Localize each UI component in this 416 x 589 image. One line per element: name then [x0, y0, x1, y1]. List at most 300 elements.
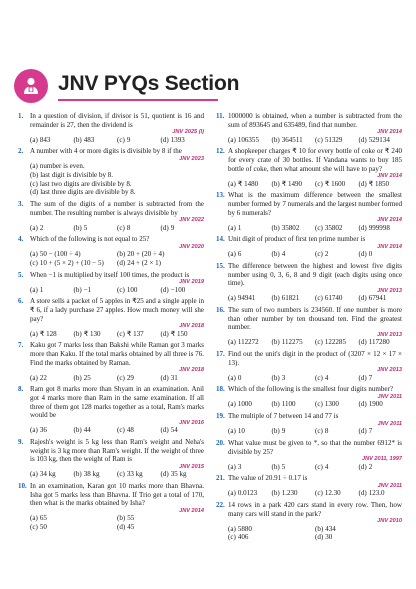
- option-letter: (c): [117, 470, 125, 479]
- option-item[interactable]: [228, 463, 272, 472]
- option-item[interactable]: [359, 250, 403, 259]
- option-text: ₹ 1480: [237, 179, 259, 188]
- option-item[interactable]: [272, 400, 316, 409]
- question-line: [216, 306, 402, 332]
- question-line: [216, 385, 402, 394]
- exam-year-tag: JNV 2011: [377, 394, 402, 400]
- option-item[interactable]: [359, 338, 403, 347]
- option-text: 843: [39, 135, 51, 144]
- option-item[interactable]: [161, 426, 205, 435]
- option-item[interactable]: [272, 180, 316, 189]
- option-letter: (a): [30, 135, 38, 144]
- option-item[interactable]: [117, 286, 161, 295]
- option-text: 3: [281, 373, 286, 382]
- question-line: [18, 341, 204, 367]
- option-letter: (a): [228, 294, 236, 303]
- option-item[interactable]: [315, 463, 359, 472]
- option-text: last digit is divisible by 8.: [40, 170, 114, 179]
- option-letter: (b): [271, 373, 280, 382]
- option-item[interactable]: [30, 286, 74, 295]
- option-item[interactable]: [315, 180, 359, 189]
- student-icon: [14, 69, 48, 103]
- option-text: 30: [325, 533, 333, 542]
- question-number: 11.: [216, 112, 225, 120]
- question-line: [18, 235, 204, 244]
- option-letter: (b): [73, 470, 82, 479]
- options-list: [228, 463, 402, 472]
- option-text: 44: [83, 426, 91, 435]
- question-text: Which of the following is the smallest four digits number?: [228, 385, 393, 394]
- option-letter: (a): [30, 373, 38, 382]
- option-item[interactable]: [30, 136, 74, 145]
- option-item[interactable]: [117, 259, 204, 268]
- option-item[interactable]: [228, 427, 272, 436]
- question-line: [18, 147, 204, 156]
- option-letter: (c): [117, 426, 125, 435]
- option-letter: (a): [30, 223, 38, 232]
- option-text: 0: [368, 250, 373, 259]
- option-item[interactable]: [315, 294, 359, 303]
- option-text: 50 − (100 ÷ 4): [39, 250, 81, 259]
- option-item[interactable]: [272, 136, 316, 145]
- question-line: [216, 147, 402, 173]
- question-item: [18, 438, 204, 479]
- option-item[interactable]: [359, 374, 403, 383]
- option-text: ₹ 130: [83, 329, 101, 338]
- option-item[interactable]: [272, 489, 316, 498]
- option-text: 1393: [170, 135, 185, 144]
- option-letter: (b): [315, 524, 324, 533]
- option-letter: (c): [117, 373, 125, 382]
- question-number: 13.: [216, 191, 225, 200]
- option-item[interactable]: [74, 470, 118, 479]
- exam-year-tag: JNV 2020: [179, 243, 204, 250]
- option-item[interactable]: [30, 162, 204, 171]
- option-text: 50: [39, 522, 47, 531]
- question-item: [216, 412, 402, 436]
- question-number: 14.: [216, 235, 225, 244]
- option-text: ₹ 128: [39, 329, 57, 338]
- question-text: In a question of division, if divisor is 51, quotient is 16 and remainder is 27, then the dividend is: [30, 112, 204, 129]
- question-line: [18, 438, 204, 464]
- option-text: ₹ 1850: [368, 179, 390, 188]
- option-text: 24 + (2 × 1): [127, 258, 162, 267]
- option-letter: (b): [271, 179, 280, 188]
- option-item[interactable]: [30, 514, 117, 523]
- option-text: 5880: [237, 524, 252, 533]
- option-text: 1300: [324, 400, 339, 409]
- option-item[interactable]: [30, 259, 117, 268]
- options-list: [30, 224, 204, 233]
- option-text: 112272: [237, 338, 259, 347]
- option-item[interactable]: [228, 136, 272, 145]
- question-item: [216, 191, 402, 232]
- option-letter: (a): [30, 329, 38, 338]
- question-item: [216, 385, 402, 409]
- option-letter: (c): [117, 223, 125, 232]
- option-text: ₹ 1600: [324, 179, 346, 188]
- option-text: last two digits are divisible by 8.: [39, 179, 132, 188]
- option-text: 2: [368, 462, 373, 471]
- option-text: 34 kg: [39, 470, 56, 479]
- question-number: 20.: [216, 438, 225, 447]
- option-text: ₹ 1490: [281, 179, 303, 188]
- option-text: 6: [237, 250, 242, 259]
- option-item[interactable]: [161, 330, 205, 339]
- option-item[interactable]: [359, 400, 403, 409]
- option-letter: (d): [358, 489, 367, 498]
- option-item[interactable]: [359, 136, 403, 145]
- option-letter: (c): [228, 533, 236, 542]
- option-text: 29: [126, 373, 134, 382]
- option-text: 483: [83, 135, 95, 144]
- option-text: 999998: [368, 223, 390, 232]
- option-item[interactable]: [272, 463, 316, 472]
- question-text: 14 rows in a park 420 cars stand in every row. Then, how many cars will stand in the park?: [228, 501, 402, 518]
- option-text: 9: [126, 135, 131, 144]
- question-text: The sum of two numbers is 234560. If one number is more than other number by ten thousand ten. Find the greatest number.: [228, 306, 402, 332]
- option-letter: (d): [160, 285, 169, 294]
- option-text: 55: [127, 514, 135, 523]
- option-item[interactable]: [117, 136, 161, 145]
- options-list: [228, 136, 402, 145]
- option-text: 0: [237, 373, 242, 382]
- option-text: 2: [39, 223, 44, 232]
- option-letter: (a): [228, 462, 236, 471]
- exam-year-tag: JNV 2013: [377, 367, 402, 374]
- option-text: 54: [170, 426, 178, 435]
- option-item[interactable]: [272, 374, 316, 383]
- option-item[interactable]: [30, 188, 204, 197]
- question-item: [216, 501, 402, 542]
- option-letter: (a): [30, 250, 38, 259]
- question-text: Unit digit of product of first ten prime number is: [228, 235, 366, 244]
- question-text: A shopkeeper charges ₹ 10 for every bottle of coke or ₹ 240 for every crate of 30 bottles. If Vandana wants to buy 185 bottle of coke, then what amount she will have to pay?: [228, 147, 402, 173]
- option-letter: (a): [228, 524, 236, 533]
- exam-year-tag: JNV 2011: [377, 420, 402, 427]
- question-item: [216, 306, 402, 347]
- option-text: 94941: [237, 294, 256, 303]
- title-underline: [58, 99, 218, 101]
- option-letter: (a): [228, 135, 236, 144]
- option-text: 38 kg: [83, 470, 100, 479]
- option-item[interactable]: [315, 427, 359, 436]
- option-letter: (b): [271, 294, 280, 303]
- question-item: [18, 235, 204, 267]
- option-item[interactable]: [161, 374, 205, 383]
- option-letter: (c): [315, 338, 323, 347]
- question-text: 1000000 is obtained, when a number is subtracted from the sum of 893645 and 635489, find that number.: [228, 112, 402, 129]
- question-item: [216, 350, 402, 382]
- option-text: 123.0: [368, 489, 385, 498]
- question-item: [18, 147, 204, 196]
- option-item[interactable]: [272, 294, 316, 303]
- option-item[interactable]: [30, 426, 74, 435]
- option-letter: (d): [358, 400, 367, 409]
- options-list: [30, 136, 204, 145]
- question-line: [18, 297, 204, 323]
- option-letter: (b): [73, 135, 82, 144]
- option-text: ₹ 137: [126, 329, 144, 338]
- question-item: [216, 439, 402, 471]
- options-list: [30, 162, 204, 196]
- question-number: 15.: [216, 262, 225, 271]
- option-item[interactable]: [161, 224, 205, 233]
- option-letter: (b): [271, 462, 280, 471]
- question-number: 2.: [18, 147, 24, 156]
- option-item[interactable]: [161, 286, 205, 295]
- question-text: The multiple of 7 between 14 and 77 is: [228, 412, 339, 421]
- question-line: [18, 482, 204, 508]
- question-number: 3.: [18, 199, 24, 208]
- option-item[interactable]: [161, 136, 205, 145]
- question-number: 17.: [216, 350, 225, 359]
- question-number: 18.: [216, 385, 225, 394]
- option-text: 4: [324, 373, 329, 382]
- option-text: 67941: [368, 294, 387, 303]
- question-item: [216, 112, 402, 144]
- option-text: 1: [39, 285, 44, 294]
- option-letter: (d): [160, 135, 169, 144]
- option-item[interactable]: [315, 525, 402, 534]
- option-item[interactable]: [30, 250, 117, 259]
- option-letter: (b): [73, 285, 82, 294]
- option-item[interactable]: [30, 180, 204, 189]
- option-item[interactable]: [228, 250, 272, 259]
- option-text: 61821: [281, 294, 300, 303]
- option-letter: (b): [117, 514, 126, 523]
- question-item: [18, 482, 204, 531]
- option-item[interactable]: [359, 180, 403, 189]
- option-text: 8: [126, 223, 131, 232]
- section-title: JNV PYQs Section: [58, 72, 240, 95]
- option-item[interactable]: [228, 224, 272, 233]
- question-line: [216, 350, 402, 367]
- exam-year-tag: JNV 2016: [179, 419, 204, 426]
- question-item: [18, 341, 204, 382]
- exam-year-tag: JNV 2023: [179, 155, 204, 162]
- options-list: [228, 400, 402, 409]
- option-letter: (d): [358, 250, 367, 259]
- question-number: 9.: [18, 437, 24, 446]
- option-item[interactable]: [117, 250, 204, 259]
- option-letter: (a): [228, 373, 236, 382]
- question-number: 21.: [216, 474, 225, 483]
- option-item[interactable]: [30, 470, 74, 479]
- exam-year-tag: JNV 2014: [377, 243, 402, 250]
- question-number: 1.: [18, 112, 24, 120]
- option-item[interactable]: [228, 400, 272, 409]
- option-item[interactable]: [30, 171, 204, 180]
- options-list: [228, 180, 402, 189]
- option-letter: (b): [73, 329, 82, 338]
- option-letter: (b): [73, 426, 82, 435]
- exam-year-tag: JNV 2011, 1997: [361, 456, 402, 463]
- option-item[interactable]: [315, 338, 359, 347]
- question-number: 10.: [18, 481, 27, 490]
- option-letter: (d): [358, 135, 367, 144]
- option-text: number is even.: [39, 162, 85, 171]
- option-item[interactable]: [315, 224, 359, 233]
- option-letter: (b): [73, 373, 82, 382]
- exam-year-tag: JNV 2015: [179, 463, 204, 470]
- option-text: 1900: [368, 400, 383, 409]
- option-item[interactable]: [272, 338, 316, 347]
- option-text: 12.30: [324, 489, 341, 498]
- option-item[interactable]: [228, 533, 315, 542]
- option-text: 51329: [324, 135, 343, 144]
- option-item[interactable]: [117, 514, 204, 523]
- option-item[interactable]: [315, 136, 359, 145]
- option-item[interactable]: [117, 470, 161, 479]
- option-item[interactable]: [359, 427, 403, 436]
- option-text: 35802: [281, 223, 300, 232]
- exam-year-tag: JNV 2013: [377, 287, 402, 294]
- option-item[interactable]: [74, 136, 118, 145]
- option-text: 1: [237, 223, 242, 232]
- option-item[interactable]: [359, 489, 403, 498]
- option-text: 112275: [281, 338, 303, 347]
- option-item[interactable]: [315, 489, 359, 498]
- question-line: [18, 200, 204, 217]
- option-item[interactable]: [117, 224, 161, 233]
- option-item[interactable]: [272, 250, 316, 259]
- option-text: 20 + (20 ÷ 4): [127, 250, 165, 259]
- option-letter: (a): [228, 223, 236, 232]
- option-item[interactable]: [30, 224, 74, 233]
- option-letter: (d): [358, 294, 367, 303]
- option-item[interactable]: [117, 330, 161, 339]
- question-text: The sum of the digits of a number is subtracted from the number. The resulting number is always divisible by: [30, 199, 204, 217]
- option-letter: (d): [30, 188, 39, 197]
- option-text: 4: [281, 250, 286, 259]
- exam-year-tag: JNV 2019: [179, 279, 204, 286]
- option-letter: (c): [315, 135, 323, 144]
- option-letter: (c): [30, 522, 38, 531]
- options-list: [30, 426, 204, 435]
- options-list: [30, 470, 204, 479]
- option-item[interactable]: [272, 427, 316, 436]
- option-item[interactable]: [30, 374, 74, 383]
- left-question-column: [18, 112, 204, 535]
- option-item[interactable]: [315, 533, 402, 542]
- option-text: 22: [39, 373, 47, 382]
- option-letter: (a): [228, 179, 236, 188]
- question-number: 22.: [216, 501, 225, 510]
- option-item[interactable]: [30, 330, 74, 339]
- question-line: [216, 191, 402, 217]
- option-item[interactable]: [228, 338, 272, 347]
- option-item[interactable]: [74, 224, 118, 233]
- exam-year-tag: JNV 2011: [377, 482, 402, 489]
- options-list: [228, 294, 402, 303]
- option-text: 36: [39, 426, 47, 435]
- question-item: [18, 112, 204, 144]
- question-item: [216, 147, 402, 188]
- question-line: [216, 501, 402, 518]
- question-text: A number with 4 or more digits is divisible by 8 if the: [30, 147, 182, 156]
- option-item[interactable]: [359, 463, 403, 472]
- option-item[interactable]: [272, 224, 316, 233]
- question-item: [216, 235, 402, 259]
- option-item[interactable]: [74, 374, 118, 383]
- question-line: [216, 439, 402, 456]
- option-item[interactable]: [315, 250, 359, 259]
- option-item[interactable]: [228, 294, 272, 303]
- question-item: [18, 200, 204, 232]
- exam-year-tag: JNV 2013: [377, 331, 402, 338]
- option-letter: (d): [358, 373, 367, 382]
- option-item[interactable]: [74, 426, 118, 435]
- question-text: Find out the unit's digit in the product of (3207 × 12 × 17 × 13).: [228, 350, 402, 367]
- option-letter: (a): [228, 427, 236, 436]
- options-list: [30, 250, 204, 267]
- option-text: ₹ 150: [170, 329, 188, 338]
- options-list: [228, 374, 402, 383]
- option-item[interactable]: [315, 374, 359, 383]
- question-item: [18, 297, 204, 338]
- option-item[interactable]: [30, 523, 117, 532]
- question-number: 6.: [18, 297, 24, 306]
- option-letter: (c): [315, 373, 323, 382]
- exam-year-tag: JNV 2025 (I): [172, 129, 204, 136]
- option-item[interactable]: [117, 426, 161, 435]
- option-letter: (b): [73, 223, 82, 232]
- option-text: 10: [237, 427, 245, 436]
- option-letter: (c): [315, 223, 323, 232]
- option-letter: (b): [271, 400, 280, 409]
- option-item[interactable]: [359, 224, 403, 233]
- exam-year-tag: JNV 2014: [179, 507, 204, 514]
- question-number: 7.: [18, 341, 24, 350]
- question-text: Rajesh's weight is 5 kg less than Ram's weight and Neha's weight is 3 kg more than Ram's weight. If the weight of three is 103 kg, then the weight of Ram is: [30, 437, 204, 464]
- options-list: [228, 489, 402, 498]
- exam-year-tag: JNV 2014: [377, 217, 402, 224]
- option-item[interactable]: [315, 400, 359, 409]
- option-text: 31: [170, 373, 178, 382]
- option-letter: (d): [117, 258, 126, 267]
- option-text: 406: [237, 533, 249, 542]
- question-number: 12.: [216, 147, 225, 156]
- option-text: 2: [324, 250, 329, 259]
- exam-year-tag: JNV 2022: [179, 217, 204, 224]
- option-letter: (d): [315, 533, 324, 542]
- option-item[interactable]: [228, 525, 315, 534]
- option-item[interactable]: [74, 286, 118, 295]
- option-letter: (a): [228, 338, 236, 347]
- option-item[interactable]: [117, 374, 161, 383]
- option-text: 9: [281, 427, 286, 436]
- question-text: Which of the following is not equal to 25?: [30, 235, 150, 244]
- option-item[interactable]: [359, 294, 403, 303]
- option-item[interactable]: [161, 470, 205, 479]
- options-list: [228, 250, 402, 259]
- option-letter: (c): [315, 427, 323, 436]
- option-text: 122285: [324, 338, 346, 347]
- option-item[interactable]: [74, 330, 118, 339]
- option-item[interactable]: [228, 489, 272, 498]
- option-text: 1000: [237, 400, 252, 409]
- option-letter: (d): [117, 522, 126, 531]
- question-line: [216, 112, 402, 129]
- option-item[interactable]: [117, 523, 204, 532]
- question-line: [18, 112, 204, 129]
- option-item[interactable]: [228, 180, 272, 189]
- question-line: [216, 235, 402, 244]
- option-text: 8: [324, 427, 329, 436]
- option-letter: (c): [117, 329, 125, 338]
- option-item[interactable]: [228, 374, 272, 383]
